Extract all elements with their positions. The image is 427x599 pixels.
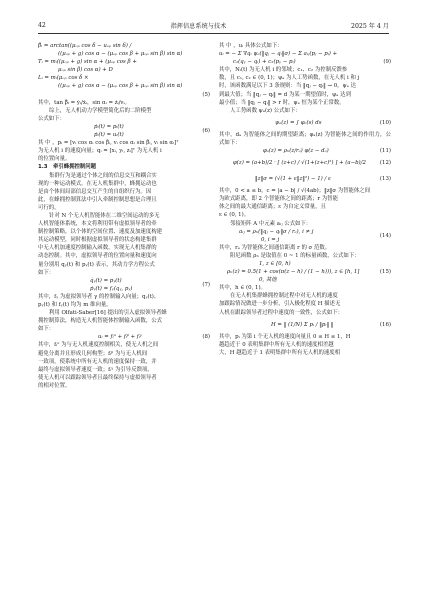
paragraph-line: 其运动模型，同时根据虚拟领导者的状态构建集群 [38,237,157,244]
eq9-text: c₁(qᵧ − qᵢ) + c₂(pᵧ − pᵢ) [233,59,296,66]
paragraph-line: 最小值；当 ‖qⱼ − qᵢ‖ > r 时，ψₐ 恒为某个正常数。 [219,99,345,106]
eq5-line [38,82,210,90]
journal-name: 指挥信息系统与技术 [170,22,227,30]
where-line: 其中，tan β̄ᵢ = ẏᵢ/ẋᵢ，sin αᵢ = żᵢ/vᵢ。 [38,99,130,106]
eq14-line: 0, i = j [261,236,280,243]
paragraph-line: 是由个体间局部信息交互产生的自组织行为。因 [38,188,152,195]
paragraph-line: 体之间的最大通信距离；ε 为自定义常量，且 [219,204,326,211]
eq7-line: q̇ᵧ(t) = pᵧ(t) [90,277,122,284]
paragraph-line: 其中，0 < a ≤ b，c = |a − b| / √(4ab)；‖z‖σ 为智能体之间 [219,188,371,195]
paragraph-line: 其中，fᵢᵅ 为与无人机速度控制相关，使无人机之间 [38,342,159,349]
paragraph-line: 到最大值；当 ‖qⱼ − qᵢ‖ = d 为某一期望值时，ψₐ 达到 [219,91,351,98]
paragraph-line: 一致项，使系统中所有无人机的速度保持一致，并 [38,358,157,365]
paragraph: 阻尼函数 ρₕ 是取值在 0 ~ 1 的标量函数，公式如下： [230,252,360,259]
equation-9 [219,50,391,66]
paragraph-line: 大，H 越趋近于 1 表明集群中所有无人机的速度相 [219,349,341,356]
equation-number: (12) [379,160,391,167]
eq5-line: Lᵢ = mᵢ(μₒₚ cos δ × [38,75,89,82]
paragraph-line: 针对 N 个无人机智能体在二维空间运动的多无 [49,212,160,219]
paragraph-line: 的相对位置。 [38,382,71,389]
paragraph-line: 在无人机集群蜂拥控制过程中对无人机的速度 [230,293,338,300]
eq9-line [219,58,391,66]
equation-12 [219,155,391,171]
paragraph-line: 为欧式距离，即 2 个智能体之间的距离；r 为智能 [219,196,338,203]
equation-number: (10) [379,119,391,126]
eq5-line: ((μₒₚ + g) cos α − (μₒₚ cos β + μₒₚ sin β) sin α) [58,51,183,58]
paragraph-line: 避免分离并且形成几何构型；fᵢᵝ 为与无人机间 [38,350,148,357]
paragraph-line: 其 中 ，pᵢ = [vᵢ cos αᵢ cos β̄ᵢ, vᵢ cos αᵢ sin β̄ᵢ, vᵢ sin αᵢ]ᵀ [38,140,179,147]
equation-16 [219,317,391,333]
paragraph-line: 邻接矩阵 A 中元素 aᵢⱼ 公式如下： [230,220,312,227]
equation-6 [38,123,210,139]
eq5-line: Tᵢ = mᵢ((μₒₚ + g) sin α + (μₒₚ cos β + [38,59,137,66]
paragraph-line: 如下： [38,326,55,333]
equation-number: (15) [379,268,391,275]
page-number: 42 [38,21,46,29]
section-heading: 1.3 牵引蜂拥控制问题 [38,164,97,171]
eq13-text: ‖z‖σ = (√(1 + ε‖z‖²) − 1) / ε [255,176,331,183]
equation-number: (6) [202,127,210,134]
paragraph-line: 现的一种运动模式。在无人机集群中，蜂拥运动也 [38,180,157,187]
paragraph-line: 公式如下： [38,115,65,122]
paragraph-line: 可行的。 [38,204,60,211]
equation-number: (9) [383,59,391,66]
paragraph-line: 人工势函数 ψₐ(z) 公式如下： [230,107,301,114]
eq15-line: 1, z ∈ [0, h) [259,260,291,267]
paragraph-line: 其中，fᵧ 为虚拟领导者 γ 的控制输入向量；qᵧ(t)、 [38,293,160,300]
paragraph-line: 中无人机加速度控制输入函数，实现无人机集群的 [38,245,157,252]
equation-number: (8) [202,334,210,341]
equation-number: (11) [379,148,391,155]
equation-number: (14) [379,232,391,239]
left-column [38,42,210,569]
paragraph-line: 综上，无人机动力学模型简化后的二阶模型 [49,107,152,114]
paragraph-line: 其中，Nᵢ(t) 为无人机 i 的邻域；c₁、c₂ 为控制反馈参 [219,67,348,74]
equation-15 [219,260,391,284]
eq5-line: β̄ᵢ = arctan((μₒₚ cos δ − uₒₚ sin δ) / [38,43,132,49]
eq8-text: uᵢ = fᵢᵅ + fᵢᵝ + fᵢᵞ [98,334,142,341]
paragraph-line: 时，该函数满足以下 3 条规则：当 ‖qⱼ − qᵢ‖ → 0，ψₐ 达 [219,83,356,90]
eq6-line: ṗᵢ(t) = uᵢ(t) [94,132,124,139]
issue-date: 2025 年 4 月 [351,22,389,30]
paragraph-line: pᵧ(t) 和 fᵧ(t) 均为 m 维向量。 [38,302,112,308]
equation-10 [219,115,391,131]
equation-number: (5) [202,91,210,98]
right-column [219,42,391,569]
eq5-text: ((μₒₚ + g) cos α − (μₒₚ cos β + μₒₚ sin β) sin α) [58,83,183,90]
paragraph-line: 此，在蜂拥控制算法中引入牵制控制思想是合理且 [38,196,157,203]
paragraph-line: 越趋近于 0 表明集群中所有无人机的速度相差越 [219,341,334,348]
paragraph-line: 最终与虚拟领导者速度一致；fᵢᵞ 为引导反馈项， [38,366,153,373]
equation-11 [219,147,391,155]
paragraph-line: 使无人机可以跟踪领导者且最终保持与虚拟领导者 [38,374,157,381]
paragraph-line: 其 中 ，uᵢ 具体公式如下： [219,43,283,49]
equation-8 [38,333,210,341]
eq6-line: ṗᵢ(t) = pᵢ(t) [94,123,124,130]
eq5-number-row [38,91,210,99]
eq15-line: ρₕ(z) = 0.5(1 + cos(π(z − h) / (1 − h))), z ∈ [h, 1] [227,269,360,276]
paragraph-line: 为无人机 i 的速度向量；qᵢ = [xᵢ, yᵢ, zᵢ]ᵀ 为无人机 i [38,148,162,155]
eq7-line: ṗᵧ(t) = fᵧ(qᵧ, pᵧ) [90,285,133,292]
equation-number: (13) [379,176,391,183]
paragraph-line: 制控制策略，以个体的空间位置、速度及加速度构建 [38,229,162,236]
paragraph-line: 如下： [38,269,55,276]
equation-5 [38,42,210,99]
paragraph-line: 其中，pᵢ 为第 i 个无人机的速度向量且 0 ≤ H ≤ 1，H [219,333,351,340]
paragraph-line: 量分别用 qᵧ(t) 和 pᵧ(t) 表示，其动力学方程公式 [38,261,155,268]
paragraph-line: ε ∈ (0, 1)。 [219,212,250,219]
eq5-line: μₒₚ sin β) cos α) + D [58,67,113,74]
eq11-text: φₐ(z) = ρₕ(z/rₐ) φ(z − dₐ) [263,148,329,155]
paragraph-line: 利用 Olfati-Saber[16] 提出的引入虚拟领导者蜂 [49,310,167,317]
header-rule [38,33,389,34]
equation-13 [219,171,391,187]
paragraph-line: 的位置向量。 [38,156,71,163]
equation-14 [219,228,391,244]
eq9-line: uᵢ = − Σ ∇qᵢ ψₐ(‖qⱼ − qᵢ‖σ) − Σ aᵢⱼ(pⱼ − pᵢ) + [219,51,338,58]
eq12-text: φ(z) = (a+b)/2 · [ (z+c) / √(1+(z+c)²) ] + (a−b)/2 [233,160,366,167]
eq14-line: aᵢⱼ = ρₕ(‖qⱼ − qᵢ‖σ / rₐ), i ≠ j [239,228,314,235]
paragraph-line: 集群行为是通过个体之间的信息交互和耦合实 [49,172,157,179]
paragraph-line: 其中，rₐ 为智能体之间通信距离 r 的 σ 范数。 [219,244,331,251]
equation-number: (7) [202,281,210,288]
equation-7 [38,277,210,293]
paragraph-line: 动态控制。其中，虚拟领导者的位置向量和速度向 [38,253,157,260]
page-header [38,19,389,31]
equation-number: (16) [379,321,391,328]
eq15-line: 0, 其他 [259,277,277,284]
eq16-text: H = ‖ (1/N) Σ pᵢ / ‖pᵢ‖ ‖ [271,321,334,328]
paragraph-line: 其中，h ∈ (0, 1)。 [219,285,266,292]
paragraph: 其中，dₐ 为智能体之间的期望距离；φₐ(z) 为智能体之间的作用力，公式如下： [219,131,391,146]
paragraph-line: 人机智能体系统，本文将利用带有虚拟领导者的牵 [38,221,157,228]
paragraph-line: 拥控制算法，构造无人机智能体控制输入函数，公式 [38,318,162,325]
paragraph-line: 加跟踪情况做进一步分析，引入极化程度 H 描述无 [219,301,341,308]
paragraph-line: 人机在跟踪领导者过程中速度的一致性，公式如下： [219,309,343,316]
eq10-text: ψₐ(z) = ∫ φₐ(s) ds [275,119,322,126]
paragraph-line: 数，且 c₁, c₂ ∈ (0, 1)；ψₐ 为人工势函数，在无人机 i 和 j [219,75,360,82]
